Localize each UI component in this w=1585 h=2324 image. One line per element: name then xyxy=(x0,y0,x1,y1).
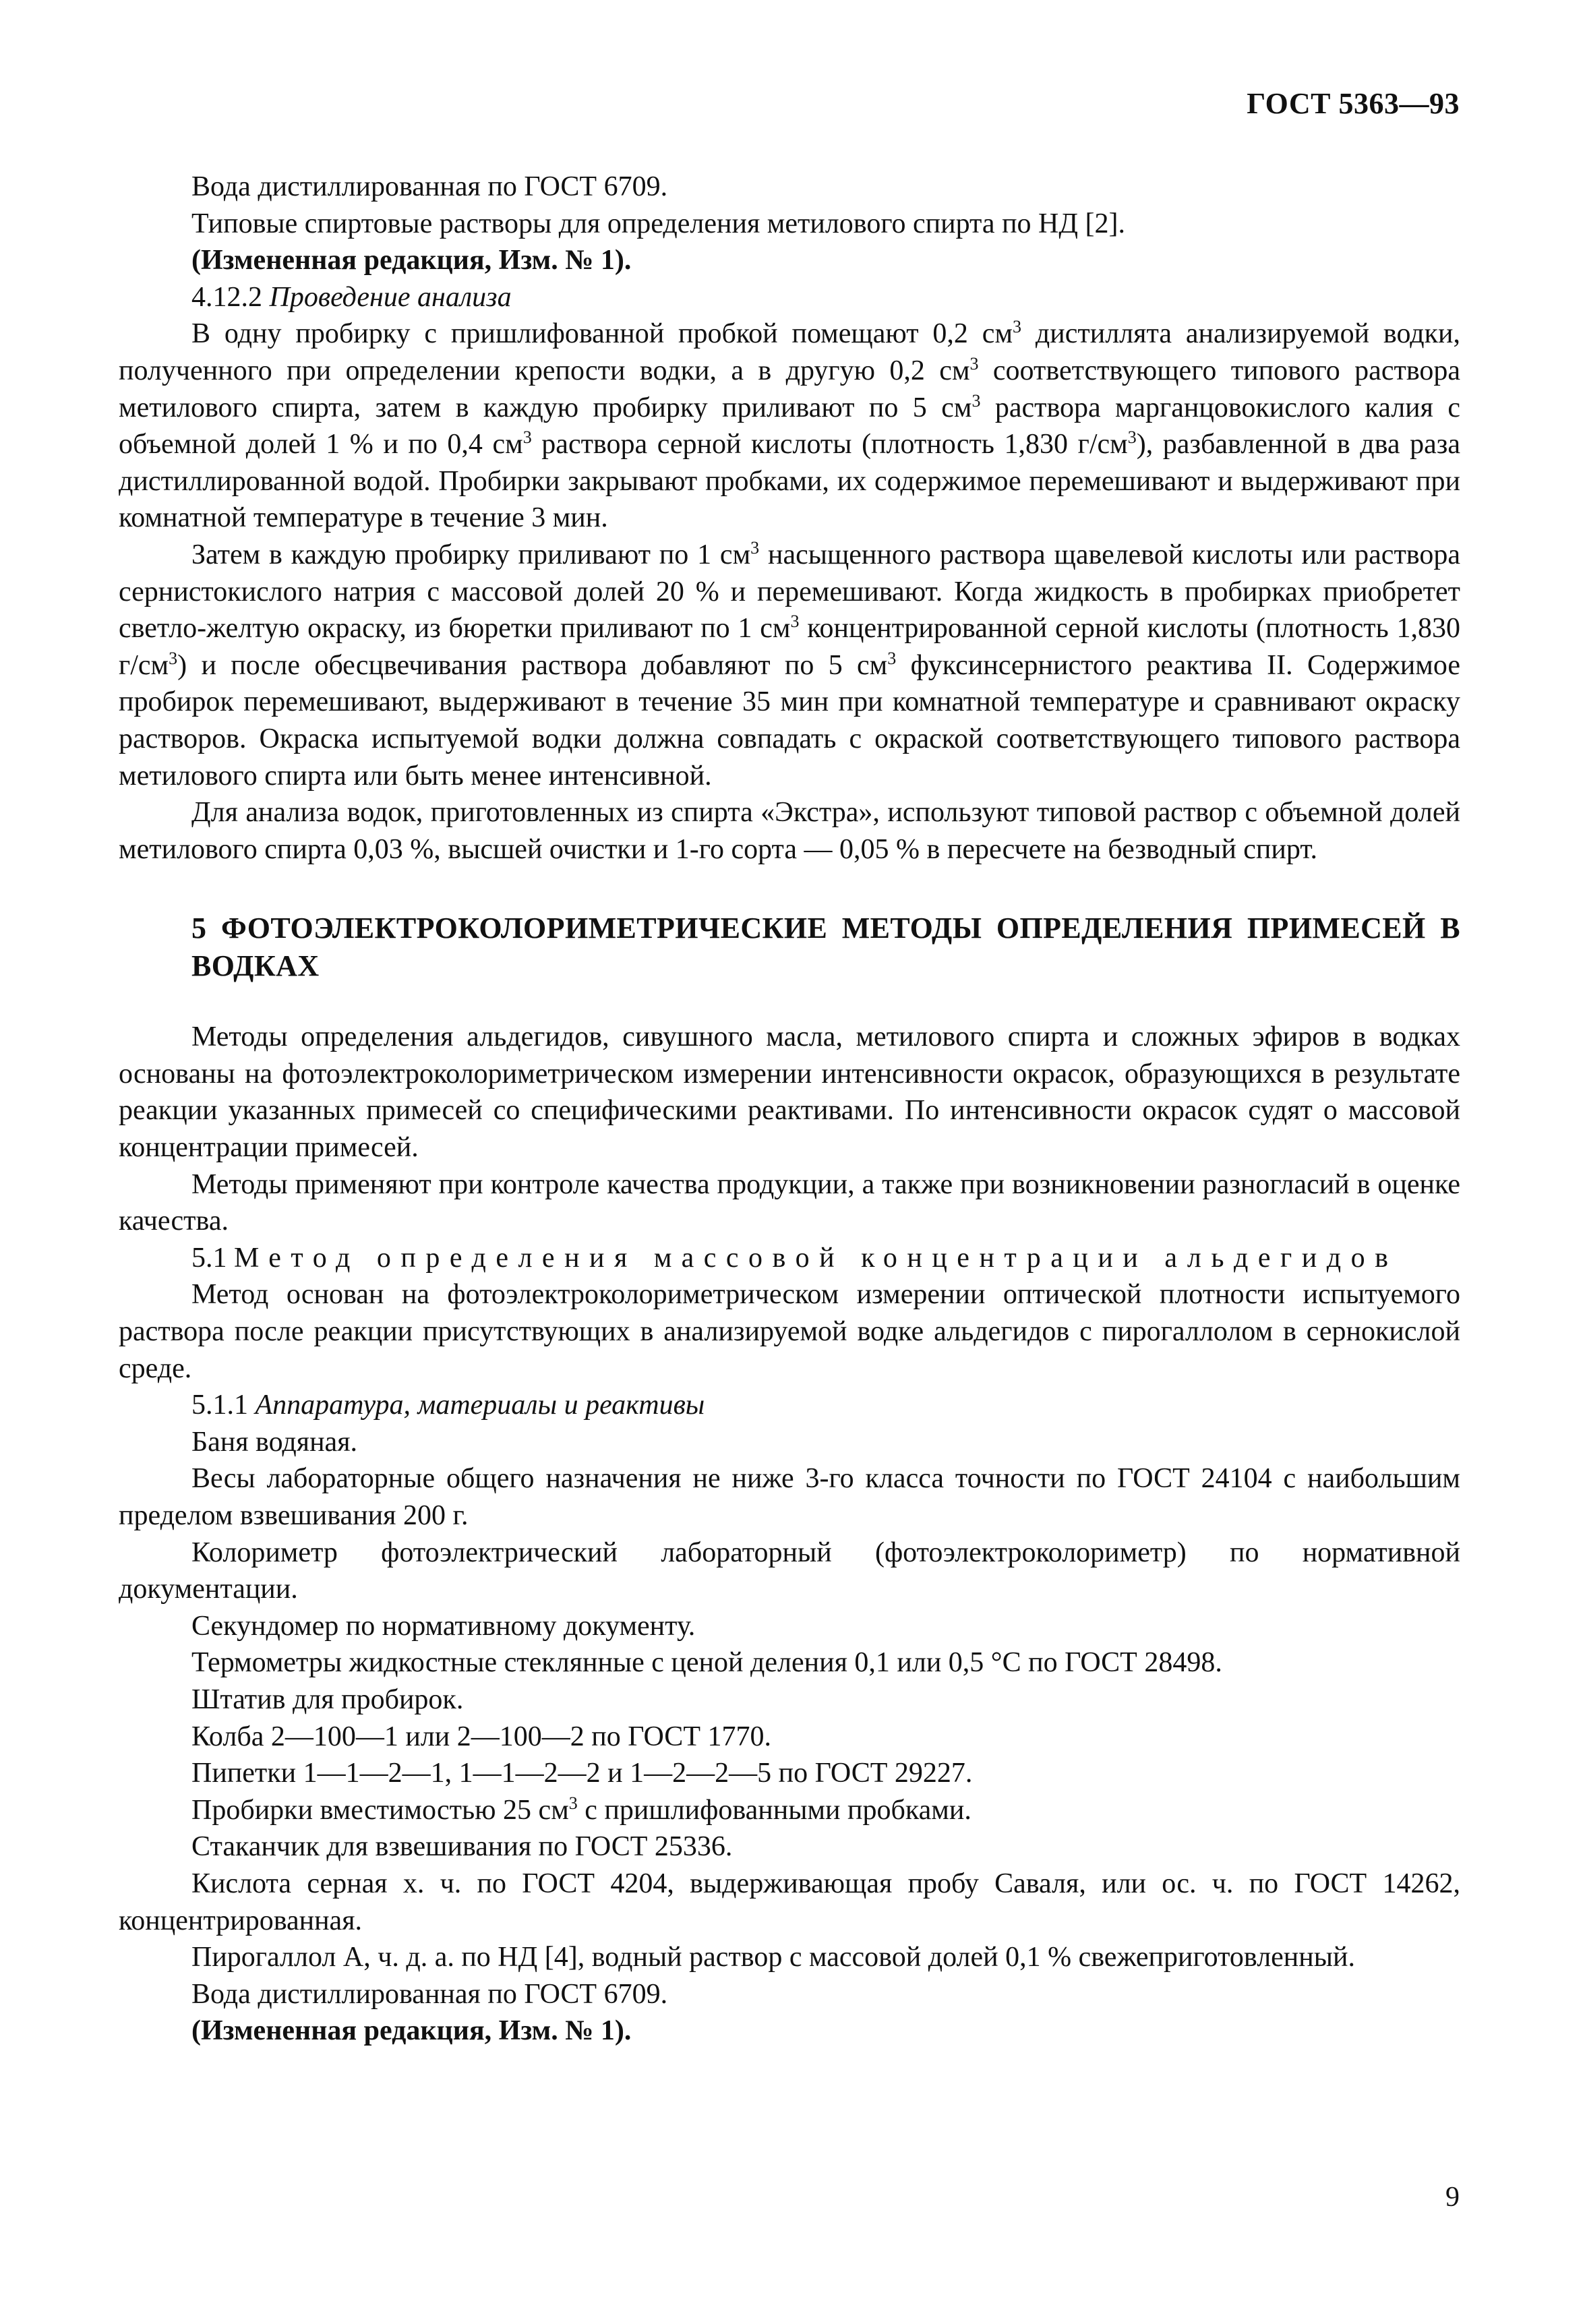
page-number: 9 xyxy=(1445,2182,1460,2213)
paragraph: Вода дистиллированная по ГОСТ 6709. xyxy=(191,171,668,202)
list-item: Пирогаллол А, ч. д. а. по НД [4], водный раствор с массовой долей 0,1 % свежеприготовленный. xyxy=(191,1942,1355,1973)
document-code-header: ГОСТ 5363—93 xyxy=(1247,87,1460,120)
paragraph: Методы применяют при контроле качества продукции, а также при возникновении разногласий в оценке качества. xyxy=(119,1168,1460,1237)
list-item: Термометры жидкостные стеклянные с ценой деления 0,1 или 0,5 °С по ГОСТ 28498. xyxy=(191,1647,1222,1679)
list-item: Вода дистиллированная по ГОСТ 6709. xyxy=(191,1978,668,2010)
subsection-heading-5-1: 5.1 Метод определения массовой концентрации альдегидов xyxy=(191,1242,1398,1274)
list-item: Колориметр фотоэлектрический лабораторный (фотоэлектроколориметр) по нормативной документации. xyxy=(119,1537,1460,1605)
list-item: Пипетки 1—1—2—1, 1—1—2—2 и 1—2—2—5 по ГОСТ 29227. xyxy=(191,1758,973,1789)
subsection-heading-4-12-2: 4.12.2 Проведение анализа xyxy=(191,281,512,313)
paragraph: В одну пробирку с пришлифованной пробкой помещают 0,2 $см^3$ дистиллята анализируемой водки, полученного при определении крепости водки, а в другую 0,2 $см^3$ соответствующего типового раствора метилового спирта, затем в каждую пробирку приливают по 5 $см^3$ раствора марганцовокислого калия с объемной долей 1 % и по 0,4 $см^3$ раствора серной кислоты (плотность 1,830 $г/см^3$), разбавленной в два раза дистиллированной водой. Пробирки закрывают пробками, их содержимое перемешивают и выдерживают при комнатной температуре в течение 3 мин. xyxy=(119,317,1461,534)
amendment-note: (Измененная редакция, Изм. № 1). xyxy=(191,245,632,276)
list-item: Весы лабораторные общего назначения не ниже 3-го класса точности по ГОСТ 24104 с наибольшим пределом взвешивания 200 г. xyxy=(119,1463,1460,1531)
list-item: Баня водяная. xyxy=(191,1426,358,1458)
paragraph: Типовые спиртовые растворы для определения метилового спирта по НД [2]. xyxy=(191,208,1125,239)
paragraph: Для анализа водок, приготовленных из спирта «Экстра», используют типовой раствор с объемной долей метилового спирта 0,03 %, высшей очистки и 1-го сорта — 0,05 % в пересчете на безводный спирт. xyxy=(119,797,1460,865)
paragraph: Затем в каждую пробирку приливают по 1 $см^3$ насыщенного раствора щавелевой кислоты или раствора сернистокислого натрия с массовой долей 20 % и перемешивают. Когда жидкость в пробирках приобретет светло-желтую окраску, из бюретки приливают по 1 $см^3$ концентрированной серной кислоты (плотность 1,830 $г/см^3$) и после обесцвечивания раствора добавляют по 5 $см^3$ фуксинсернистого реактива II. Содержимое пробирок перемешивают, выдерживают в течение 35 мин при комнатной температуре и сравнивают окраску растворов. Окраска испытуемой водки должна совпадать с окраской соответствующего типового раствора метилового спирта или быть менее интенсивной. xyxy=(119,537,1461,792)
list-item: Секундомер по нормативному документу. xyxy=(191,1610,696,1642)
paragraph: Методы определения альдегидов, сивушного масла, метилового спирта и сложных эфиров в водках основаны на фотоэлектроколориметрическом измерении интенсивности окрасок, образующихся в результате реакции указанных примесей со специфическими реактивами. По интенсивности окрасок судят о массовой концентрации примесей. xyxy=(119,1021,1460,1164)
amendment-note: (Измененная редакция, Изм. № 1). xyxy=(191,2015,632,2047)
list-item: Колба 2—100—1 или 2—100—2 по ГОСТ 1770. xyxy=(191,1721,771,1752)
list-item: Штатив для пробирок. xyxy=(191,1684,464,1715)
section-5-title: 5 ФОТОЭЛЕКТРОКОЛОРИМЕТРИЧЕСКИЕ МЕТОДЫ ОПРЕДЕЛЕНИЯ ПРИМЕСЕЙ В ВОДКАХ xyxy=(191,912,1460,983)
paragraph: Метод основан на фотоэлектроколориметрическом измерении оптической плотности испытуемого раствора после реакции присутствующих в анализируемой водке альдегидов с пирогаллолом в сернокислой среде. xyxy=(119,1279,1460,1384)
list-item: Кислота серная х. ч. по ГОСТ 4204, выдерживающая пробу Саваля, или ос. ч. по ГОСТ 14262, концентрированная. xyxy=(119,1868,1460,1936)
list-item: Стаканчик для взвешивания по ГОСТ 25336. xyxy=(191,1831,733,1863)
subsection-heading-5-1-1: 5.1.1 Аппаратура, материалы и реактивы xyxy=(191,1390,705,1421)
list-item: Пробирки вместимостью 25 $см^3$ с пришлифованными пробками. xyxy=(191,1793,971,1826)
page-content xyxy=(119,169,1460,2050)
